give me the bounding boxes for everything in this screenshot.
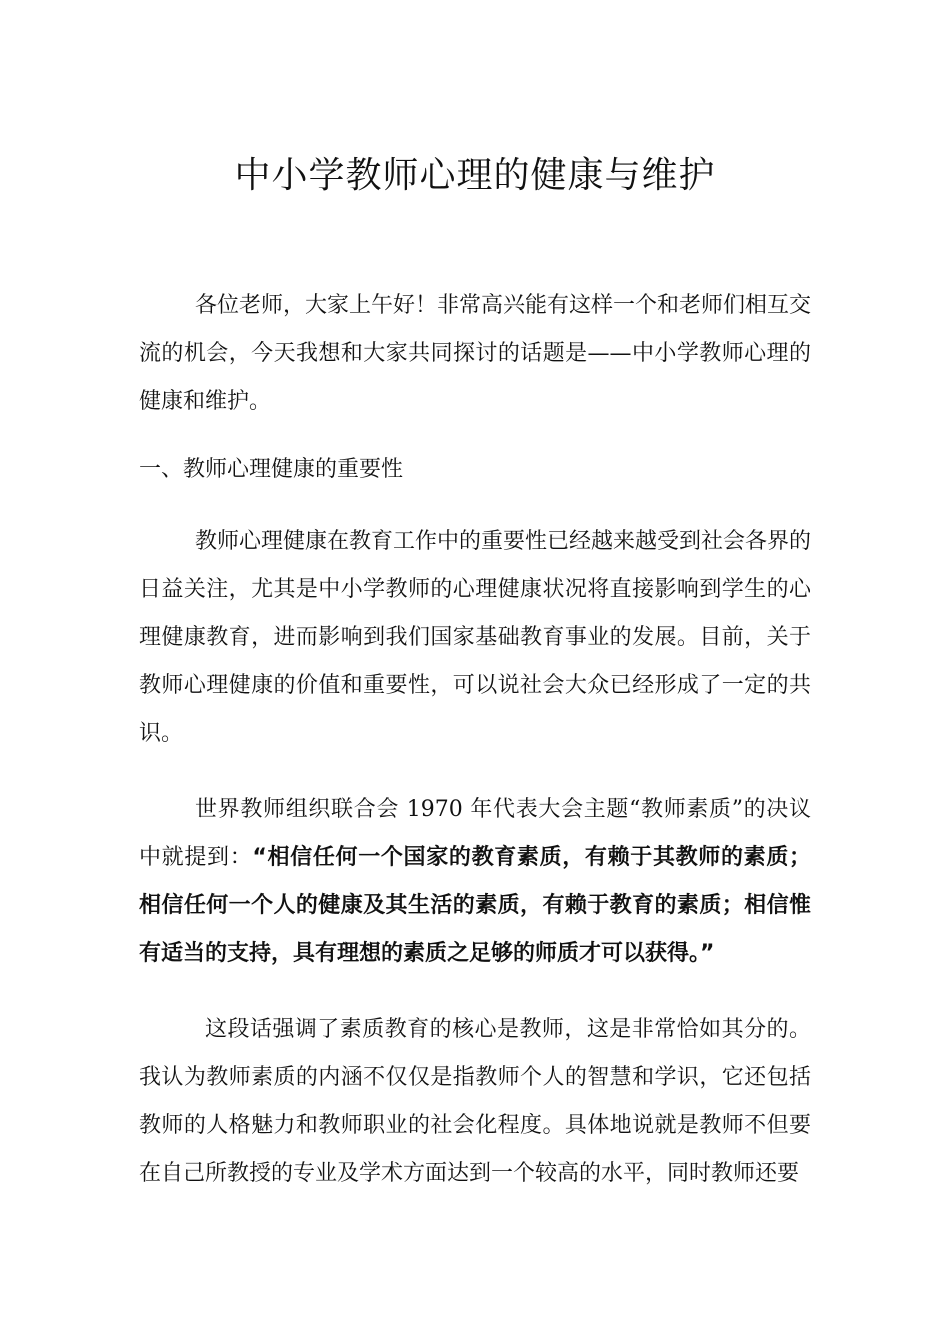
- quote-paragraph: [139, 786, 811, 978]
- section-heading: 一、教师心理健康的重要性: [139, 457, 404, 482]
- quote-intro: 世界教师组织联合会 1970 年代表大会主题“教师素质”的决议中就提到：: [139, 797, 811, 870]
- intro-paragraph: 各位老师，大家上午好！非常高兴能有这样一个和老师们相互交流的机会，今天我想和大家共同探讨的话题是——中小学教师心理的健康和维护。: [139, 293, 812, 414]
- quote-text: “相信任何一个国家的教育素质，有赖于其教师的素质；相信任何一个人的健康及其生活的素质，有赖于教育的素质；相信惟有适当的支持，具有理想的素质之足够的师质才可以获得。”: [139, 845, 811, 966]
- commentary-paragraph: 这段话强调了素质教育的核心是教师，这是非常恰如其分的。我认为教师素质的内涵不仅仅是指教师个人的智慧和学识，它还包括教师的人格魅力和教师职业的社会化程度。具体地说就是教师不但要在自己所教授的专业及学术方面达到一个较高的水平，同时教师还要: [139, 1017, 811, 1186]
- document-title: 中小学教师心理的健康与维护: [234, 155, 716, 196]
- importance-paragraph: 教师心理健康在教育工作中的重要性已经越来越受到社会各界的日益关注，尤其是中小学教师的心理健康状况将直接影响到学生的心理健康教育，进而影响到我们国家基础教育事业的发展。目前，关于教师心理健康的价值和重要性，可以说社会大众已经形成了一定的共识。: [139, 529, 812, 746]
